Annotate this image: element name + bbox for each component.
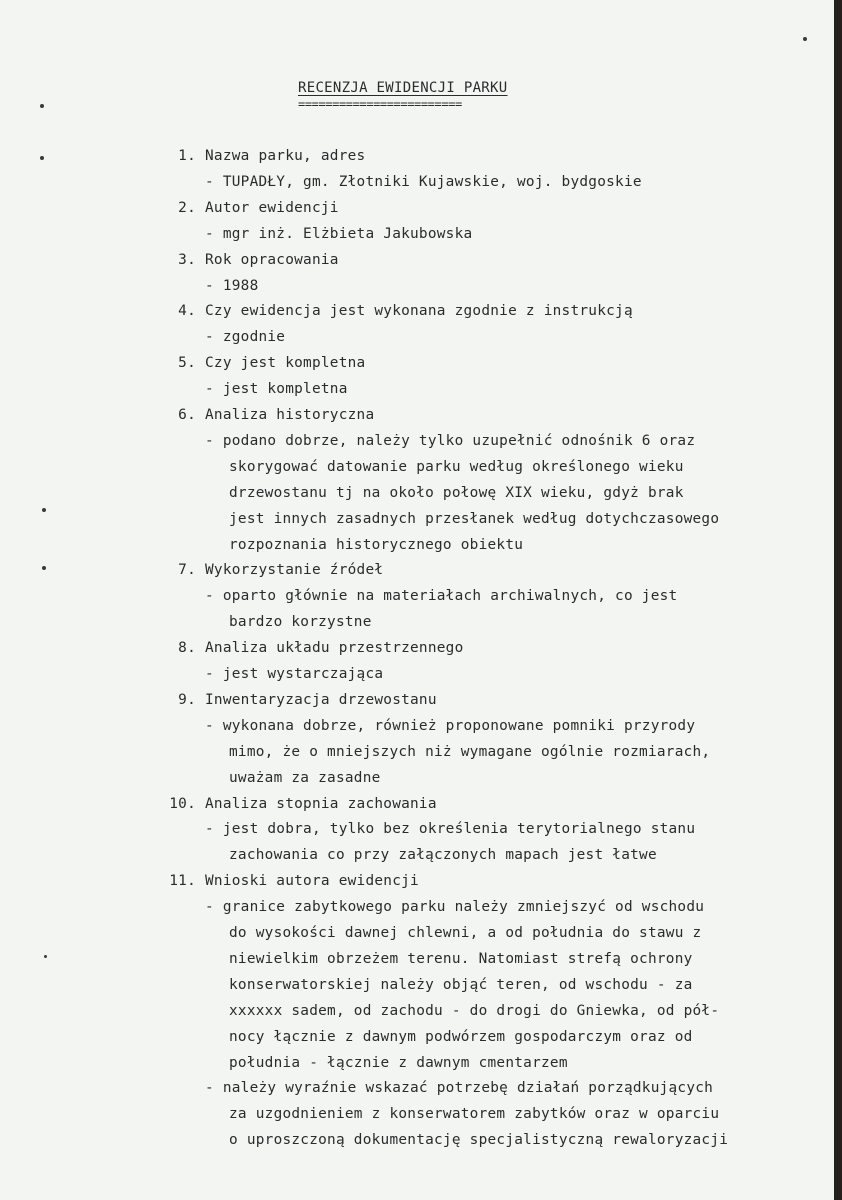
margin-speck [42,508,46,512]
item-number: 1. [178,148,196,164]
item-answer-line: za uzgodnieniem z konserwatorem zabytków oraz w oparciu [229,1106,720,1123]
margin-speck [42,566,46,570]
item-question: Wykorzystanie źródeł [205,562,384,579]
item-question: Wnioski autora ewidencji [205,873,419,890]
item-question: Analiza historyczna [205,407,375,423]
item-answer-line: skorygować datowanie parku według określonego wieku [229,458,684,475]
item-number: 7. [178,562,196,579]
item-answer-line: o uproszczoną dokumentację specjalistyczną rewaloryzacji [229,1132,729,1149]
item-answer-line: konserwatorskiej należy objąć teren, od wschodu - za [229,976,693,993]
item-answer-line: - oparto głównie na materiałach archiwalnych, co jest [205,588,678,605]
item-answer-line: nocy łącznie z dawnym podwórzem gospodarczym oraz od [229,1028,693,1045]
item-number: 4. [178,303,196,320]
page-title: RECENZJA EWIDENCJI PARKU [298,80,508,96]
item-number: 5. [178,355,196,372]
scan-edge [834,0,842,1200]
item-question: Czy jest kompletna [205,355,366,372]
item-answer-line: uważam za zasadne [229,769,381,786]
item-answer-line: - jest wystarczająca [205,666,384,682]
item-question: Nazwa parku, adres [205,148,366,164]
item-answer-line: mimo, że o mniejszych niż wymagane ogólnie rozmiarach, [229,743,711,760]
item-answer-line: - mgr inż. Elżbieta Jakubowska [205,225,473,242]
item-answer-line: - podano dobrze, należy tylko uzupełnić odnośnik 6 oraz [205,432,696,449]
item-answer-line: jest innych zasadnych przesłanek według dotychczasowego [229,510,720,527]
item-answer-line: zachowania co przy załączonych mapach jest łatwe [229,847,657,864]
item-answer-line: - TUPADŁY, gm. Złotniki Kujawskie, woj. bydgoskie [205,173,642,190]
item-answer-line: - należy wyraźnie wskazać potrzebę działań porządkujących [205,1080,714,1097]
item-answer-line: rozpoznania historycznego obiektu [229,536,524,553]
item-question: Analiza układu przestrzennego [205,640,464,657]
item-number: 3. [178,251,196,268]
margin-speck [44,955,47,958]
item-question: Inwentaryzacja drzewostanu [205,691,437,708]
item-number: 6. [178,407,196,423]
item-question: Rok opracowania [205,251,339,268]
item-question: Analiza stopnia zachowania [205,795,437,812]
item-answer-line: - wykonana dobrze, również proponowane pomniki przyrody [205,717,696,734]
item-answer-line: drzewostanu tj na około połowę XIX wieku, gdyż brak [229,484,684,501]
item-number: 9. [178,691,196,708]
item-answer-line: do wysokości dawnej chlewni, a od południa do stawu z [229,925,702,941]
item-answer-line: - granice zabytkowego parku należy zmniejszyć od wschodu [205,899,705,916]
item-answer-line: niewielkim obrzeżem terenu. Natomiast strefą ochrony [229,950,693,967]
item-number: 11. [169,873,196,890]
item-answer-line: południa - łącznie z dawnym cmentarzem [229,1054,568,1071]
title-underline-rule: ======================== [298,97,462,111]
item-question: Autor ewidencji [205,199,339,216]
item-answer-line: - 1988 [205,277,259,294]
item-answer-line: - jest dobra, tylko bez określenia terytorialnego stanu [205,821,696,838]
item-number: 10. [169,795,196,812]
margin-speck [40,104,44,108]
item-answer-line: - jest kompletna [205,381,348,398]
item-answer-line: xxxxxx sadem, od zachodu - do drogi do Gniewka, od pół- [229,1002,720,1019]
item-number: 2. [178,199,196,216]
item-answer-line: bardzo korzystne [229,614,372,631]
margin-speck [803,37,807,41]
item-answer-line: - zgodnie [205,329,286,346]
item-number: 8. [178,640,196,657]
margin-speck [40,156,44,160]
item-question: Czy ewidencja jest wykonana zgodnie z instrukcją [205,303,633,320]
